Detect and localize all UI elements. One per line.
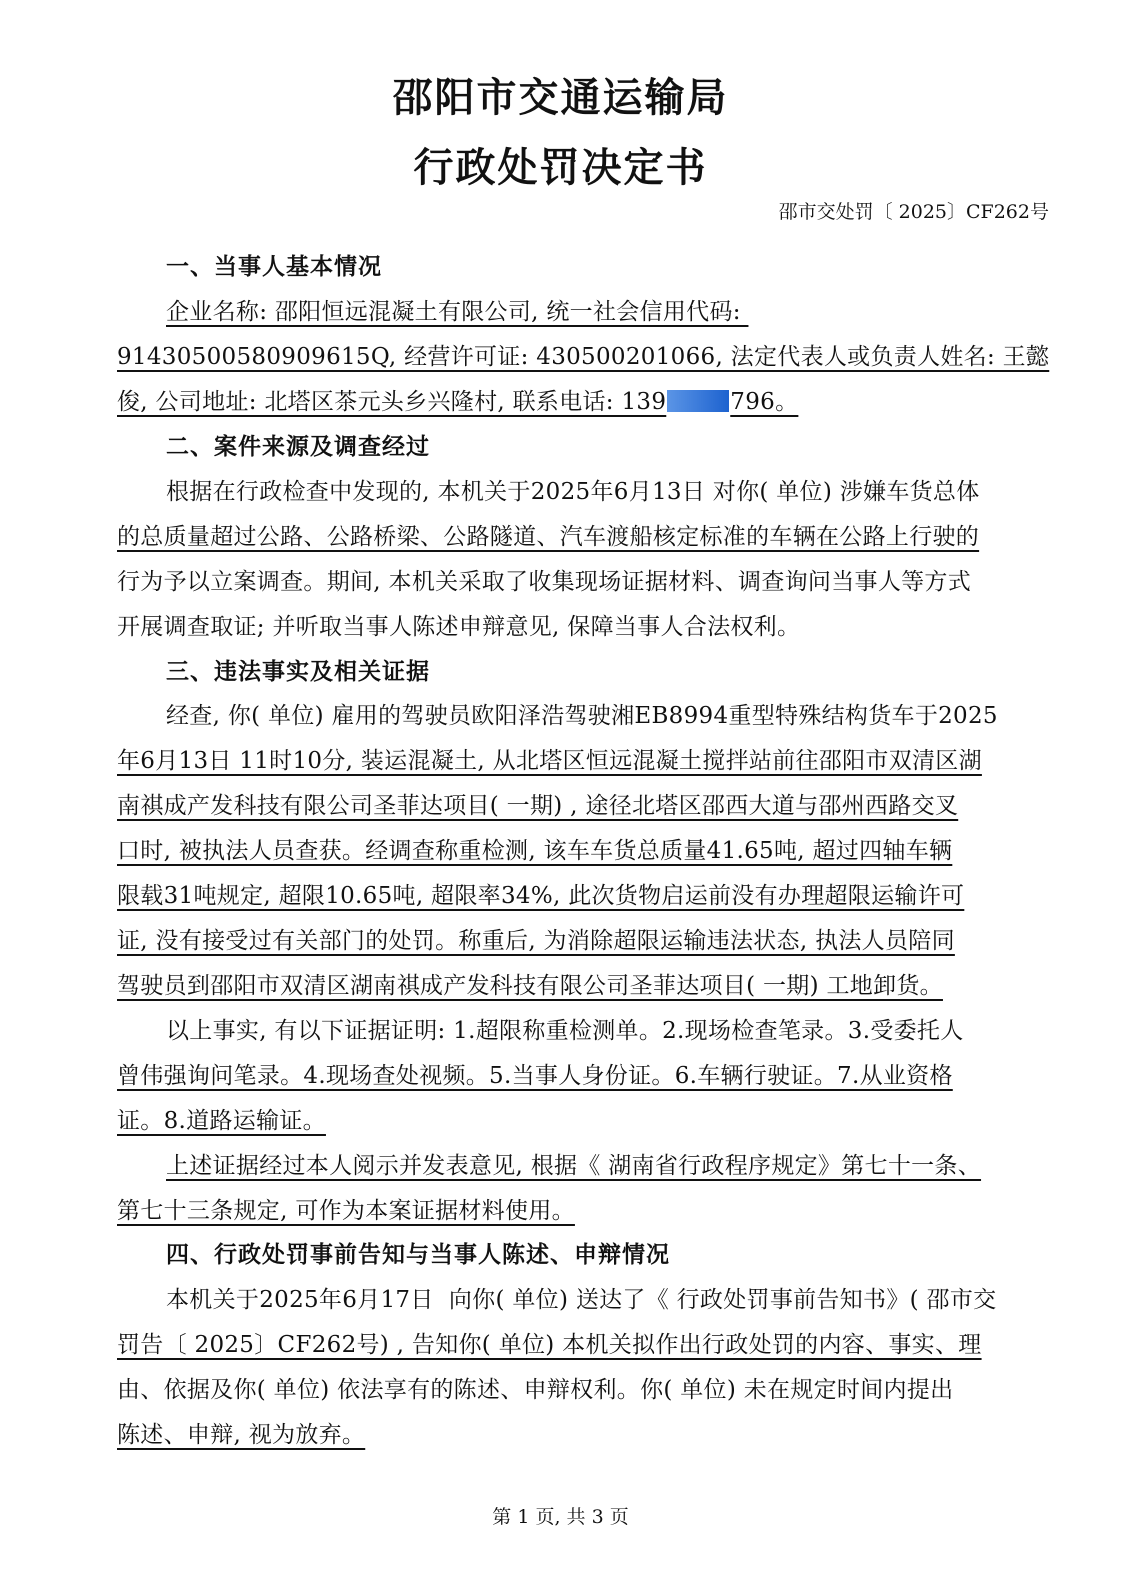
document-number: 邵市交处罚〔 2025〕CF262号 — [778, 201, 1049, 223]
s3-line-7 — [117, 967, 943, 1000]
s4-line-2 — [117, 1326, 982, 1359]
s3-line-9 — [117, 1057, 953, 1090]
s1-line-1 — [166, 293, 748, 326]
s3-line-4 — [117, 832, 952, 865]
s3-line-12 — [117, 1192, 575, 1225]
s3-line-10-text: 证。8.道路运输证。 — [117, 1108, 326, 1134]
s2-line-3: 行为予以立案调查。期间, 本机关采取了收集现场证据材料、调查询问当事人等方式 — [117, 569, 972, 595]
s1-line-1-text: 企业名称: 邵阳恒远混凝土有限公司, 统一社会信用代码: — [166, 299, 749, 325]
s4-line-4-text: 陈述、申辩, 视为放弃。 — [117, 1422, 366, 1448]
s1-line-3a: 俊, 公司地址: 北塔区茶元头乡兴隆村, 联系电话: 139 — [117, 389, 667, 415]
s3-line-2 — [117, 742, 982, 775]
s3-line-3 — [117, 787, 958, 820]
s3-line-5 — [117, 877, 964, 910]
s3-line-4-text: 口时, 被执法人员查获。经调查称重检测, 该车车货总质量41.65吨, 超过四轴车辆 — [117, 838, 953, 864]
section-2-heading: 二、案件来源及调查经过 — [166, 433, 430, 460]
s3-line-7-text: 驾驶员到邵阳市双清区湖南祺成产发科技有限公司圣菲达项目( 一期) 工地卸货。 — [117, 973, 943, 999]
s1-line-3 — [117, 383, 798, 416]
s1-line-3-text — [117, 389, 798, 415]
s4-line-4 — [117, 1416, 365, 1449]
document-title-agency: 邵阳市交通运输局 — [392, 75, 729, 121]
s3-line-8: 以上事实, 有以下证据证明: 1.超限称重检测单。2.现场检查笔录。3.受委托人 — [166, 1018, 964, 1044]
s3-line-6-text: 证, 没有接受过有关部门的处罚。称重后, 为消除超限运输违法状态, 执法人员陪同 — [117, 928, 955, 954]
s3-line-1: 经查, 你( 单位) 雇用的驾驶员欧阳泽浩驾驶湘EB8994重型特殊结构货车于2025 — [166, 703, 998, 729]
s2-line-2-text: 的总质量超过公路、公路桥梁、公路隧道、汽车渡船核定标准的车辆在公路上行驶的 — [117, 524, 980, 550]
s3-line-10 — [117, 1102, 326, 1135]
redaction-mask — [667, 390, 729, 412]
s4-line-1: 本机关于2025年6月17日 向你( 单位) 送达了《 行政处罚事前告知书》( 邵市交 — [166, 1287, 997, 1313]
s4-line-3: 由、依据及你( 单位) 依法享有的陈述、申辩权利。你( 单位) 未在规定时间内提出 — [117, 1377, 954, 1403]
s3-line-12-text: 第七十三条规定, 可作为本案证据材料使用。 — [117, 1198, 575, 1224]
section-4-heading: 四、行政处罚事前告知与当事人陈述、申辩情况 — [166, 1241, 670, 1268]
s1-line-3b: 796。 — [730, 389, 799, 415]
page-number: 第 1 页, 共 3 页 — [492, 1506, 629, 1528]
document-title-type: 行政处罚决定书 — [413, 145, 708, 191]
s2-line-4: 开展调查取证; 并听取当事人陈述申辩意见, 保障当事人合法权利。 — [117, 614, 801, 640]
s3-line-11 — [166, 1147, 981, 1180]
s4-line-2-text: 罚告〔 2025〕CF262号) , 告知你( 单位) 本机关拟作出行政处罚的内容、事实、理 — [117, 1332, 982, 1358]
s3-line-11-text: 上述证据经过本人阅示并发表意见, 根据《 湖南省行政程序规定》第七十一条、 — [166, 1153, 982, 1179]
s1-line-2-text: 91430500580909615Q, 经营许可证: 430500201066, 法定代表人或负责人姓名: 王懿 — [117, 344, 1050, 370]
s3-line-2-text: 年6月13日 11时10分, 装运混凝土, 从北塔区恒远混凝土搅拌站前往邵阳市双清区湖 — [117, 748, 982, 774]
s3-line-5-text: 限载31吨规定, 超限10.65吨, 超限率34%, 此次货物启运前没有办理超限运输许可 — [117, 883, 965, 909]
s3-line-9-text: 曾伟强询问笔录。4.现场查处视频。5.当事人身份证。6.车辆行驶证。7.从业资格 — [117, 1063, 953, 1089]
s2-line-2 — [117, 518, 979, 551]
s1-line-2 — [117, 338, 1049, 371]
section-3-heading: 三、违法事实及相关证据 — [166, 658, 430, 685]
section-1-heading: 一、当事人基本情况 — [166, 253, 382, 280]
s3-line-6 — [117, 922, 955, 955]
s2-line-1: 根据在行政检查中发现的, 本机关于2025年6月13日 对你( 单位) 涉嫌车货总体 — [166, 479, 980, 505]
s3-line-3-text: 南祺成产发科技有限公司圣菲达项目( 一期) , 途径北塔区邵西大道与邵州西路交叉 — [117, 793, 959, 819]
